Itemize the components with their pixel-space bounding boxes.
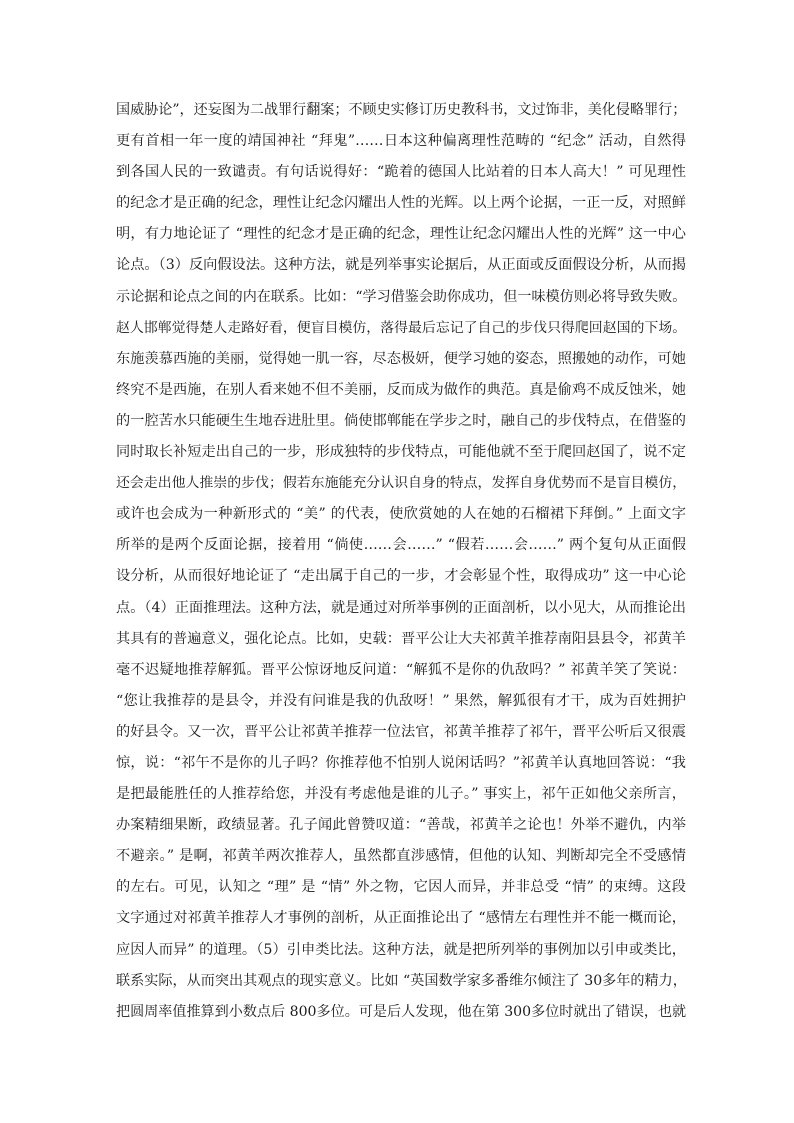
text-line: 国威胁论”，还妄图为二战罪行翻案；不顾史实修订历史教科书，文过饰非，美化侵略罪行；: [116, 102, 687, 118]
text-line: 明，有力地论证了 “理性的纪念才是正确的纪念，理性让纪念闪耀出人性的光辉” 这一中心: [116, 226, 686, 243]
text-line: 或许也会成为一种新形式的 “美” 的代表，使欣赏她的人在她的石榴裙下拜倒。” 上面文字: [116, 506, 686, 523]
text-line: 更有首相一年一度的靖国神社 “拜鬼”……日本这种偏离理性范畴的 “纪念” 活动，自然得: [116, 133, 686, 150]
text-line: 的纪念才是正确的纪念，理性让纪念闪耀出人性的光辉。以上两个论据，一正一反，对照鲜: [116, 195, 686, 212]
text-line: 办案精细果断，政绩显著。孔子闻此曾赞叹道：“善哉，祁黄羊之论也！外举不避仇，内举: [116, 817, 686, 834]
text-line: 东施羡慕西施的美丽，觉得她一肌一容，尽态极妍，便学习她的姿态，照搬她的动作，可她: [116, 350, 686, 367]
text-line: 文字通过对祁黄羊推荐人才事例的剖析，从正面推论出了 “感情左右理性并不能一概而论，: [116, 910, 686, 927]
text-line: 惊，说：“祁午不是你的儿子吗？你推荐他不怕别人说闲话吗？”祁黄羊认真地回答说：“我: [116, 754, 686, 771]
text-line: 把圆周率值推算到小数点后 800多位。可是后人发现，他在第 300多位时就出了错误，也就: [116, 1003, 687, 1020]
text-line: 示论据和论点之间的内在联系。比如：“学习借鉴会助你成功，但一味模仿则必将导致失败。: [116, 288, 687, 305]
text-line: 同时取长补短走出自己的一步，形成独特的步伐特点，可能他就不至于爬回赵国了，说不定: [116, 444, 686, 461]
text-line: 赵人邯郸觉得楚人走路好看，便盲目模仿，落得最后忘记了自己的步伐只得爬回赵国的下场。: [116, 319, 687, 336]
text-line: 联系实际，从而突出其观点的现实意义。比如 “英国数学家多番维尔倾注了 30多年的精力，: [116, 972, 687, 989]
text-line: 的好县令。又一次，晋平公让祁黄羊推荐一位法官，祁黄羊推荐了祁午，晋平公听后又很震: [116, 723, 686, 740]
text-line: 论点。（3）反向假设法。这种方法，就是列举事实论据后，从正面或反面假设分析，从而揭: [116, 257, 686, 274]
text-line: 应因人而异” 的道理。（5）引申类比法。这种方法，就是把所列举的事例加以引申或类比，: [116, 941, 686, 958]
text-line: 设分析，从而很好地论证了 “走出属于自己的一步，才会彰显个性，取得成功” 这一中心论: [116, 568, 686, 585]
text-line: 还会走出他人推崇的步伐；假若东施能充分认识自身的特点，发挥自身优势而不是盲目模仿，: [116, 475, 687, 492]
text-line: 毫不迟疑地推荐解狐。晋平公惊讶地反问道：“解狐不是你的仇敌吗？” 祁黄羊笑了笑说：: [116, 661, 686, 678]
text-line: 所举的是两个反面论据，接着用 “倘使……会……” “假若……会……” 两个复句从正面假: [116, 537, 686, 554]
text-line: 点。（4）正面推理法。这种方法，就是通过对所举事例的正面剖析，以小见大，从而推论出: [116, 599, 686, 616]
text-line: 到各国人民的一致谴责。有句话说得好：“跪着的德国人比站着的日本人高大！” 可见理性: [116, 164, 686, 181]
text-line: 其具有的普遍意义，强化论点。比如，史载：晋平公让大夫祁黄羊推荐南阳县县令，祁黄羊: [116, 630, 686, 647]
text-line: 的一腔苦水只能硬生生地吞进肚里。倘使邯郸能在学步之时，融自己的步伐特点，在借鉴的: [116, 412, 686, 429]
body-text: [116, 95, 686, 1028]
text-line: 的左右。可见，认知之 “理” 是 “情” 外之物，它因人而异，并非总受 “情” 的束缚。这段: [116, 879, 686, 896]
text-line: “您让我推荐的是县令，并没有问谁是我的仇敌呀！” 果然，解狐很有才干，成为百姓拥护: [116, 692, 686, 709]
text-line: 是把最能胜任的人推荐给您，并没有考虑他是谁的儿子。” 事实上，祁午正如他父亲所言，: [116, 786, 686, 803]
text-line: 终究不是西施，在别人看来她不但不美丽，反而成为做作的典范。真是偷鸡不成反蚀米，她: [116, 381, 686, 398]
text-line: 不避亲。” 是啊，祁黄羊两次推荐人，虽然都直涉感情，但他的认知、判断却完全不受感情: [116, 848, 686, 865]
